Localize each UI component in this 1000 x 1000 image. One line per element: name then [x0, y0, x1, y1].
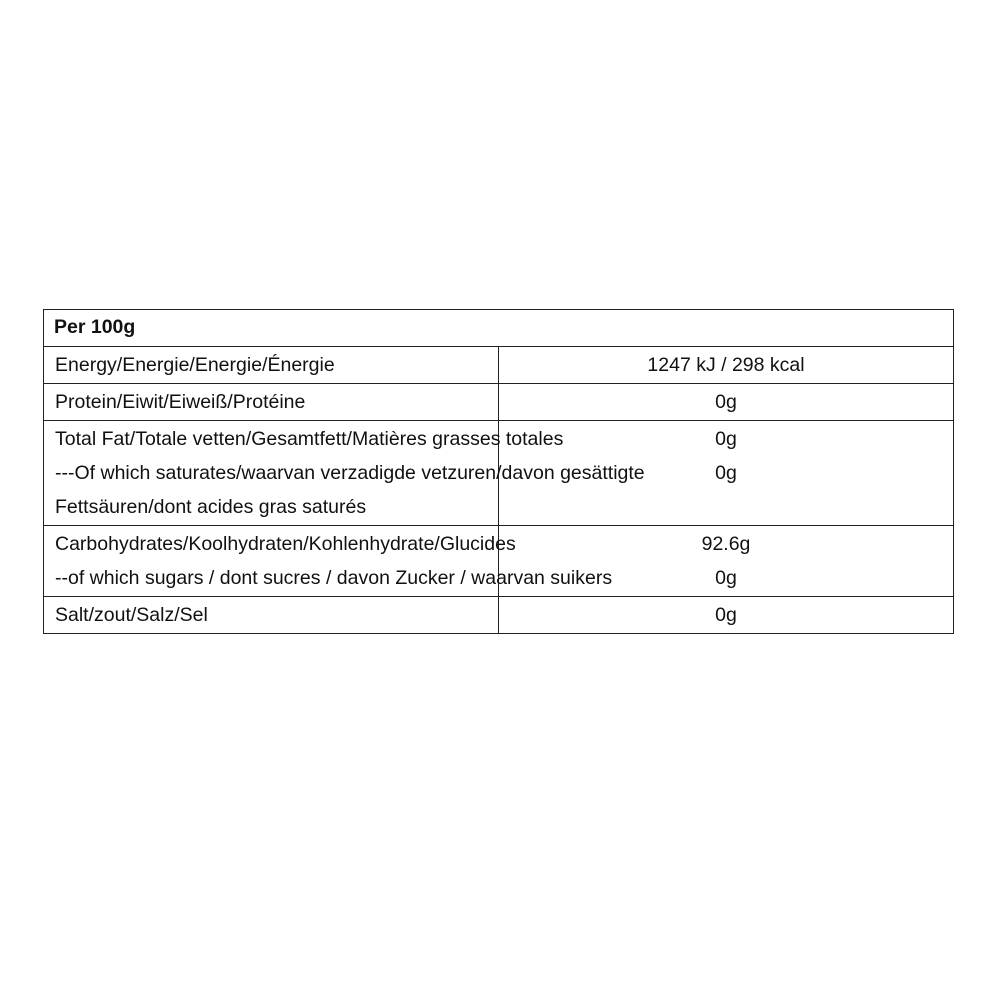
nutrient-label [44, 347, 499, 384]
nutrient-value-line: 0g [715, 462, 737, 484]
nutrient-value [499, 384, 954, 421]
table-row-fat [44, 421, 954, 526]
nutrient-value-line: 92.6g [701, 533, 751, 555]
nutrient-label-line: Energy/Energie/Energie/Énergie [55, 354, 335, 376]
nutrient-label-line: Fettsäuren/dont acides gras saturés [55, 496, 367, 518]
nutrient-label [44, 384, 499, 421]
nutrient-value-line: 1247 kJ / 298 kcal [647, 354, 805, 376]
nutrient-label-line: Protein/Eiwit/Eiweiß/Protéine [55, 391, 306, 413]
nutrient-value-line: 0g [715, 391, 737, 413]
nutrient-value [499, 347, 954, 384]
nutrient-value-line: 0g [715, 567, 737, 589]
table-header-row [44, 310, 954, 347]
table-row-carbohydrates [44, 526, 954, 597]
nutrition-table [43, 309, 954, 634]
table-row-energy [44, 347, 954, 384]
nutrient-label [44, 421, 645, 526]
nutrient-label-line: Salt/zout/Salz/Sel [55, 604, 208, 626]
nutrient-label [44, 597, 499, 634]
nutrient-label-line: --of which sugars / dont sucres / davon Zucker / waarvan suikers [55, 567, 613, 589]
table-header: Per 100g [44, 310, 954, 347]
nutrient-label-line: Carbohydrates/Koolhydraten/Kohlenhydrate/Glucides [55, 533, 516, 555]
nutrient-value-line: 0g [715, 428, 737, 450]
table-row-salt [44, 597, 954, 634]
nutrient-value-line: 0g [715, 604, 737, 626]
nutrient-label-line: Total Fat/Totale vetten/Gesamtfett/Matières grasses totales [55, 428, 564, 450]
nutrient-value [499, 597, 954, 634]
nutrient-label-line: ---Of which saturates/waarvan verzadigde vetzuren/davon gesättigte [55, 462, 645, 484]
table-row-protein [44, 384, 954, 421]
nutrient-label [44, 526, 613, 597]
